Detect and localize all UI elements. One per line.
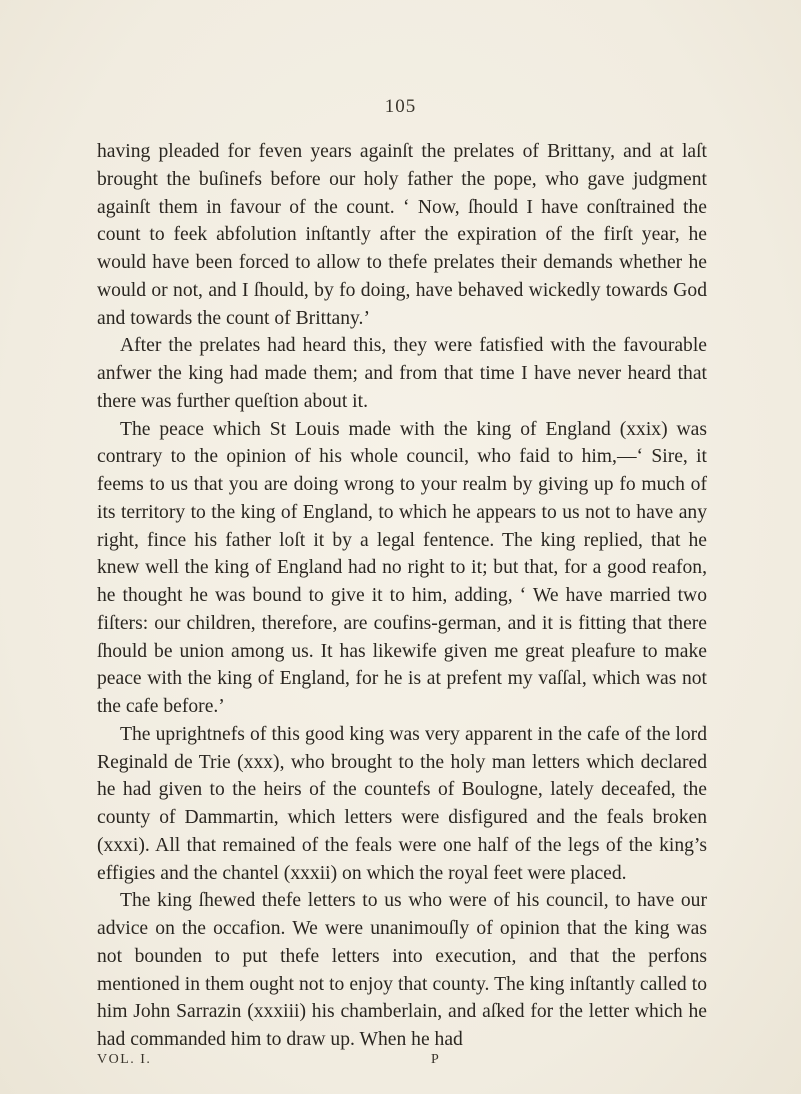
paragraph-3: The peace which St Louis made with the king of England (xxix) was contrary to the opinion of his whole council, who faid to him,—‘ Sire, it feems to us that you are doing wrong to your realm by giving up fo much of its territory to the king of England, to which he appears to us not to have any right, fince his father loſt it by a legal fentence. The king replied, that he knew well the king of England had no right to it; but that, for a good reafon, he thought he was bound to give it to him, adding, ‘ We have married two fiſters: our children, therefore, are coufins-german, and it is fitting that there ſhould be union among us. It has likewife given me great pleafure to make peace with the king of England, for he is at prefent my vaſſal, which was not the cafe before.’ bbox=[97, 418, 707, 717]
paragraph-4: The uprightnefs of this good king was very apparent in the cafe of the lord Reginald de Trie (xxx), who brought to the holy man letters which declared he had given to the heirs of the countefs of Boulogne, lately deceafed, the county of Dammartin, which letters were disfigured and the feals broken (xxxi). All that remained of the feals were one half of the legs of the king’s effigies and the chantel (xxxii) on which the royal feet were placed. bbox=[97, 723, 707, 884]
paragraph-2: After the prelates had heard this, they were fatisfied with the favourable anfwer the king had made them; and from that time I have never heard that there was further queſtion about it. bbox=[97, 335, 707, 412]
paragraph-1: having pleaded for feven years againſt the prelates of Brittany, and at laſt brought the buſinefs before our holy father the pope, who gave judgment againſt them in favour of the count. ‘ Now, ſhould I have conſtrained the count to feek abfolution inſtantly after the expiration of the firſt year, he would have been forced to allow to thefe prelates their demands whether he would or not, and I ſhould, by fo doing, have behaved wickedly towards God and towards the count of Brittany.’ bbox=[97, 141, 707, 329]
paragraph-5: The king ſhewed thefe letters to us who were of his council, to have our advice on the occafion. We were unanimouſly of opinion that the king was not bounden to put thefe letters into execution, and that the perfons mentioned in them ought not to enjoy that county. The king inſtantly called to him John Sarrazin (xxxiii) his chamberlain, and aſked for the letter which he had commanded him to draw up. When he had bbox=[97, 890, 707, 1050]
body-text bbox=[97, 138, 707, 1054]
page-number: 105 bbox=[384, 96, 417, 117]
signature-mark: P bbox=[431, 1052, 441, 1067]
volume-label: VOL. I. bbox=[97, 1052, 152, 1067]
